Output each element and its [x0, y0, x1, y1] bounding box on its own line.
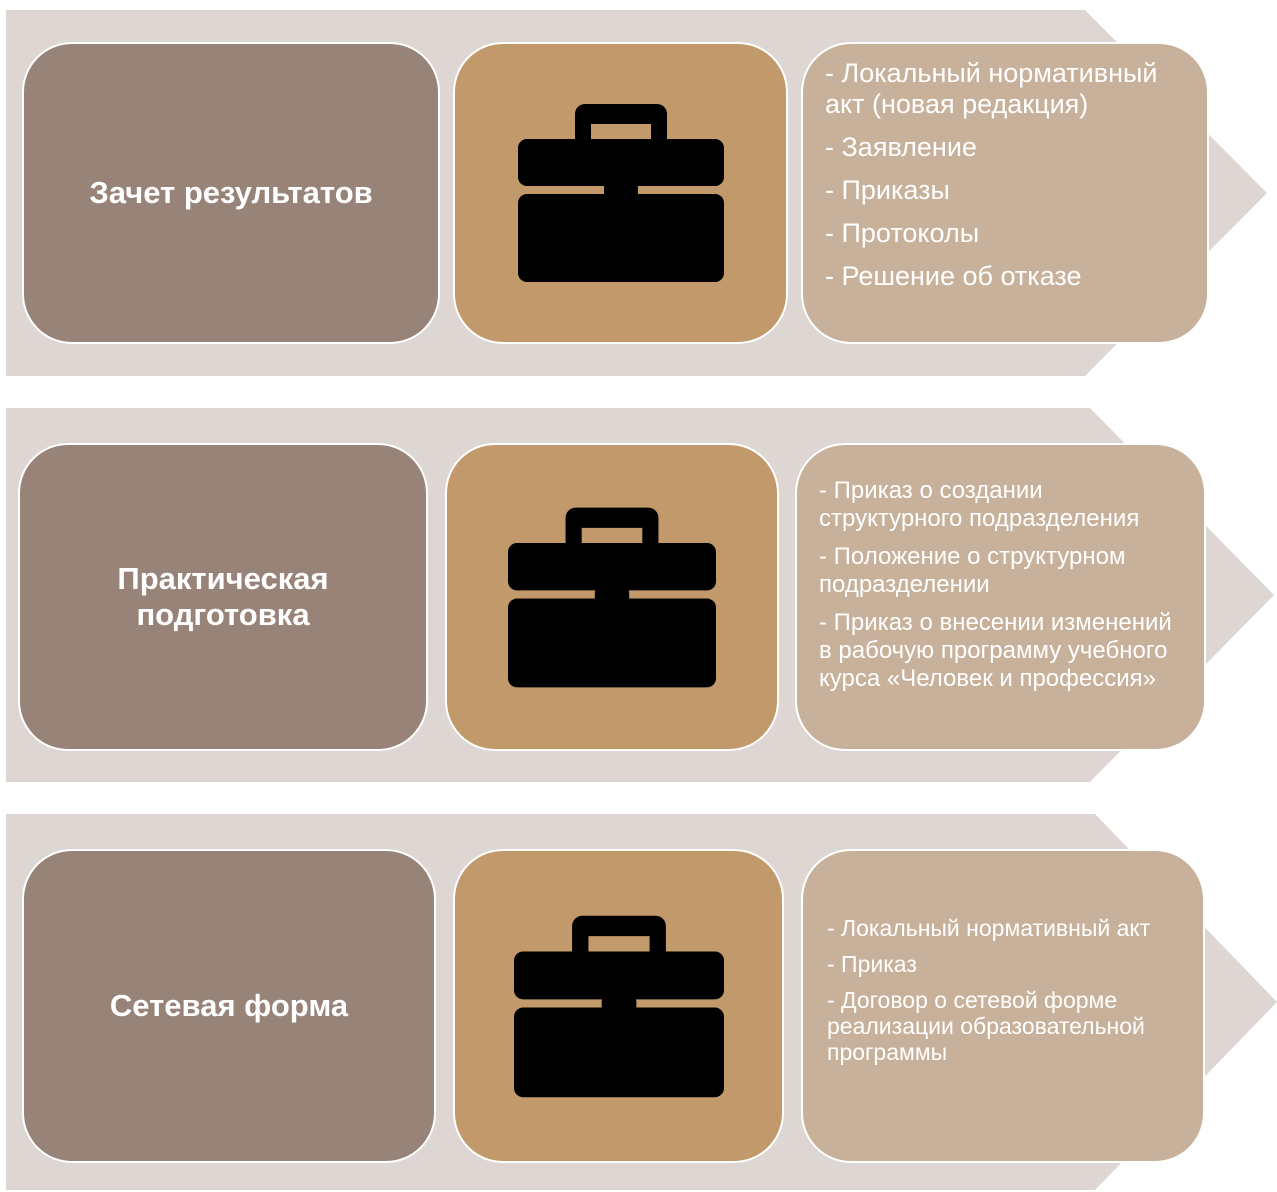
icon-box — [453, 42, 788, 344]
items-list — [819, 477, 1190, 693]
row-title-box — [18, 443, 428, 751]
list-item: - Приказ о создании структурного подразделения — [819, 477, 1140, 532]
briefcase-icon — [514, 915, 724, 1098]
row-zachet — [0, 10, 1277, 376]
row-title-box — [22, 42, 440, 344]
list-item: - Протоколы — [825, 218, 980, 248]
items-box — [801, 849, 1205, 1163]
list-item: - Приказ — [827, 951, 917, 977]
list-item: - Локальный нормативный акт (новая редакция) — [825, 58, 1158, 119]
briefcase-icon — [508, 507, 716, 688]
icon-box — [453, 849, 784, 1163]
items-list — [825, 58, 1187, 292]
row-title: Сетевая форма — [109, 988, 349, 1023]
briefcase-icon — [518, 104, 724, 282]
list-item: - Положение о структурном подразделении — [819, 543, 1126, 598]
list-item: - Приказы — [825, 175, 950, 205]
row-setevaya — [0, 814, 1277, 1190]
row-title: Зачет результатов — [89, 175, 373, 210]
items-box — [795, 443, 1206, 751]
row-praktika — [0, 408, 1277, 782]
list-item: - Заявление — [825, 132, 977, 162]
items-box — [801, 42, 1209, 344]
list-item: - Договор о сетевой форме реализации образовательной программы — [827, 987, 1145, 1065]
items-list — [827, 915, 1189, 1065]
icon-box — [445, 443, 779, 751]
list-item: - Приказ о внесении изменений в рабочую программу учебного курса «Человек и профессия» — [819, 609, 1172, 692]
list-item: - Локальный нормативный акт — [827, 915, 1151, 941]
row-title: Практическая подготовка — [117, 561, 329, 632]
row-title-box — [22, 849, 436, 1163]
list-item: - Решение об отказе — [825, 261, 1082, 291]
